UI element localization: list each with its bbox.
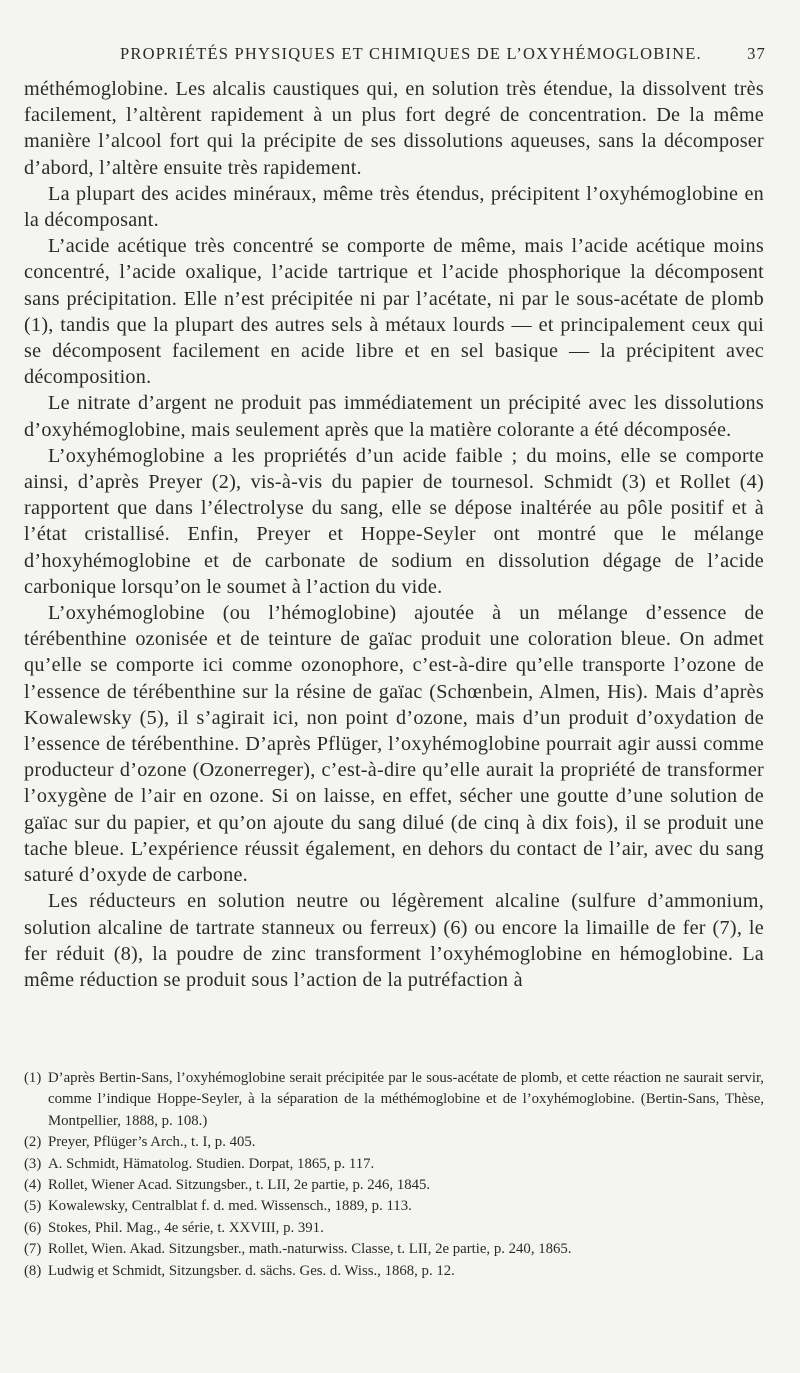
footnote-mark: (2) bbox=[24, 1134, 42, 1151]
footnote-text: Rollet, Wiener Acad. Sitzungsber., t. LII, 2e partie, p. 246, 1845. bbox=[48, 1177, 431, 1194]
footnotes bbox=[24, 1068, 764, 1282]
footnote-mark: (5) bbox=[24, 1198, 42, 1215]
footnote-text: Rollet, Wien. Akad. Sitzungsber., math.-naturwiss. Classe, t. LII, 2e partie, p. 240, 1865. bbox=[48, 1241, 572, 1258]
footnote bbox=[24, 1218, 764, 1239]
footnote-mark: (4) bbox=[24, 1177, 42, 1194]
paragraph: Le nitrate d’argent ne produit pas immédiatement un précipité avec les dissolutions d’oxyhémoglobine, mais seulement après que la matière colorante a été décomposée. bbox=[24, 392, 764, 441]
footnote-mark: (7) bbox=[24, 1241, 42, 1258]
footnote-text: D’après Bertin-Sans, l’oxyhémoglobine serait précipitée par le sous-acétate de plomb, et cette réaction ne saurait servir, comme l’indique Hoppe-Seyler, à la séparation de la méthémoglobine et de l’oxyhémoglobine. (Bertin-Sans, Thèse, Montpellier, 1888, p. 108.) bbox=[48, 1070, 764, 1129]
footnote-mark: (1) bbox=[24, 1070, 42, 1086]
running-header bbox=[24, 44, 772, 68]
footnote-mark: (8) bbox=[24, 1262, 42, 1279]
paragraph: méthémoglobine. Les alcalis caustiques qui, en solution très étendue, la dissolvent très facilement, l’altèrent rapidement à un plus fort degré de concentration. De la même manière l’alcool fort qui la précipite de ses dissolutions aqueuses, sans la décomposer d’abord, l’altère ensuite très rapidement. bbox=[24, 78, 764, 179]
footnote bbox=[24, 1175, 764, 1196]
footnote-text: Kowalewsky, Centralblat f. d. med. Wissensch., 1889, p. 113. bbox=[48, 1198, 412, 1215]
footnote-text: Ludwig et Schmidt, Sitzungsber. d. sächs. Ges. d. Wiss., 1868, p. 12. bbox=[48, 1262, 455, 1279]
footnote-mark: (3) bbox=[24, 1155, 42, 1172]
paragraph: La plupart des acides minéraux, même très étendus, précipitent l’oxyhémoglobine en la décomposant. bbox=[24, 182, 764, 232]
footnote-text: A. Schmidt, Hämatolog. Studien. Dorpat, 1865, p. 117. bbox=[48, 1155, 375, 1172]
footnote bbox=[24, 1261, 764, 1282]
footnote bbox=[24, 1196, 764, 1217]
footnote-mark: (6) bbox=[24, 1219, 42, 1236]
paragraph: L’acide acétique très concentré se comporte de même, mais l’acide acétique moins concentré, l’acide oxalique, l’acide tartrique et l’acide phosphorique la décomposent sans précipitation. Elle n’est précipitée ni par l’acétate, ni par le sous-acétate de plomb (1), tandis que la plupart des autres sels à métaux lourds — et principalement ceux qui se décomposent facilement en acide libre et en sel basique — la précipitent avec décomposition. bbox=[24, 235, 764, 389]
footnote bbox=[24, 1239, 764, 1260]
paragraph: Les réducteurs en solution neutre ou légèrement alcaline (sulfure d’ammonium, solution alcaline de tartrate stanneux ou ferreux) (6) ou encore la limaille de fer (7), le fer réduit (8), la poudre de zinc transforment l’oxyhémoglobine en hémoglobine. La même réduction se produit sous l’action de la putréfaction à bbox=[24, 890, 764, 991]
footnote bbox=[24, 1068, 764, 1132]
footnote bbox=[24, 1154, 764, 1175]
footnote bbox=[24, 1132, 764, 1153]
footnote-text: Stokes, Phil. Mag., 4e série, t. XXVIII, p. 391. bbox=[48, 1219, 324, 1236]
main-text bbox=[24, 76, 764, 993]
running-title: PROPRIÉTÉS PHYSIQUES ET CHIMIQUES DE L’OXYHÉMOGLOBINE. bbox=[120, 44, 702, 63]
footnote-text: Preyer, Pflüger’s Arch., t. I, p. 405. bbox=[48, 1134, 256, 1151]
paragraph: L’oxyhémoglobine (ou l’hémoglobine) ajoutée à un mélange d’essence de térébenthine ozonisée et de teinture de gaïac produit une coloration bleue. On admet qu’elle se comporte ici comme ozonophore, c’est-à-dire qu’elle transporte l’ozone de l’essence de térébenthine sur la résine de gaïac (Schœnbein, Almen, His). Mais d’après Kowalewsky (5), il s’agirait ici, non point d’ozone, mais d’un produit d’oxydation de l’essence de térébenthine. D’après Pflüger, l’oxyhémoglobine pourrait agir aussi comme producteur d’ozone (Ozonerreger), c’est-à-dire qu’elle aurait la propriété de transformer l’oxygène de l’air en ozone. Si on laisse, en effet, sécher une goutte d’une solution de gaïac sur du papier, et qu’on ajoute du sang dilué (de cinq à dix fois), il se produit une tache bleue. L’expérience réussit également, en dehors du contact de l’air, avec du sang saturé d’oxyde de carbone. bbox=[24, 602, 764, 887]
paragraph: L’oxyhémoglobine a les propriétés d’un acide faible ; du moins, elle se comporte ainsi, d’après Preyer (2), vis-à-vis du papier de tournesol. Schmidt (3) et Rollet (4) rapportent que dans l’électrolyse du sang, elle se dépose inaltérée au pôle positif et à l’état cristallisé. Enfin, Preyer et Hoppe-Seyler ont montré que le mélange d’hoxyhémoglobine et de carbonate de sodium en dissolution dégage de l’acide carbonique lorsqu’on le soumet à l’action du vide. bbox=[24, 444, 764, 598]
page-number: 37 bbox=[747, 44, 766, 63]
